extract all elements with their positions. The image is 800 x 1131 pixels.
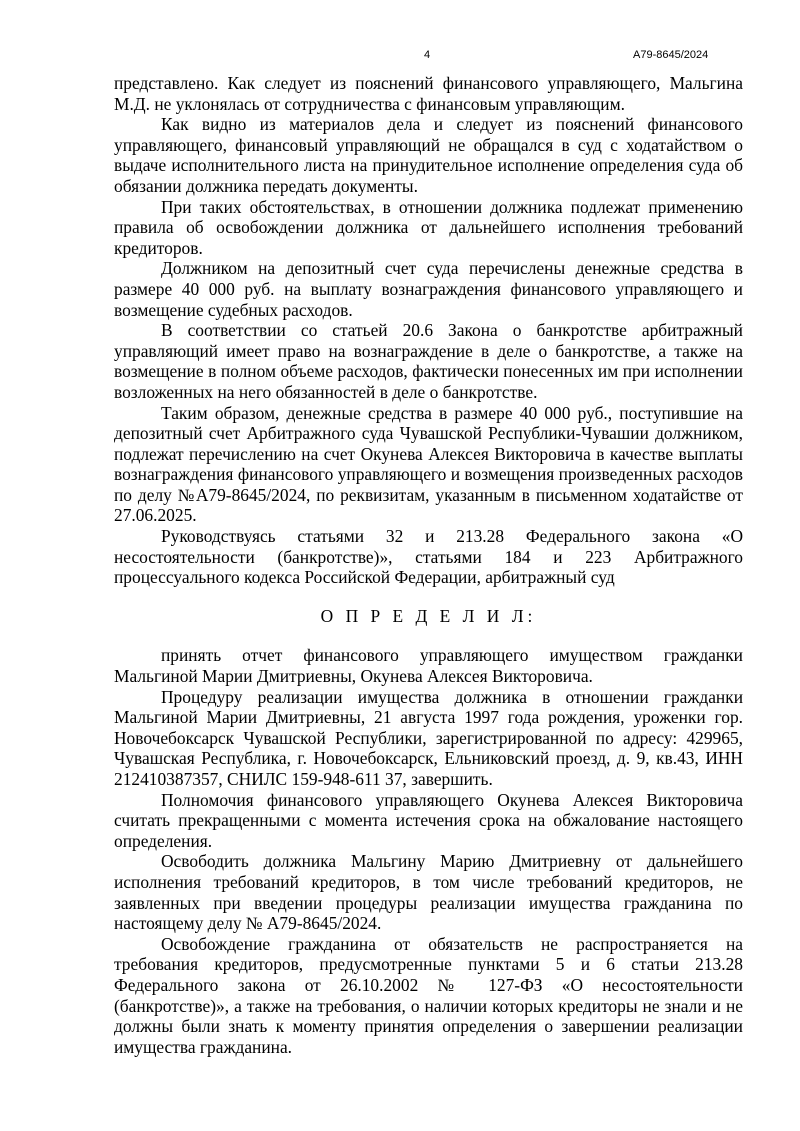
document-body [114, 73, 743, 1057]
paragraph: Руководствуясь статьями 32 и 213.28 Федерального закона «О несостоятельности (банкротстве)», статьями 184 и 223 Арбитражного процессуального кодекса Российской Федерации, арбитражный суд [114, 526, 743, 588]
paragraph-continuation: представлено. Как следует из пояснений финансового управляющего, Мальгина М.Д. не уклонялась от сотрудничества с финансовым управляющим. [114, 73, 743, 114]
page-number: 4 [424, 49, 431, 61]
paragraph: При таких обстоятельствах, в отношении должника подлежат применению правила об освобождении должника от дальнейшего исполнения требований кредиторов. [114, 196, 743, 258]
paragraph: Таким образом, денежные средства в размере 40 000 руб., поступившие на депозитный счет Арбитражного суда Чувашской Республики-Чувашии должником, подлежат перечислению на счет Окунева Алексея Викторовича в качестве выплаты вознаграждения финансового управляющего и возмещения произведенных расходов по делу №А79-8645/2024, по реквизитам, указанным в письменном ходатайстве от 27.06.2025. [114, 402, 743, 526]
ruling-paragraph: Освободить должника Мальгину Марию Дмитриевну от дальнейшего исполнения требований кредиторов, в том числе требований кредиторов, не заявленных при введении процедуры реализации имущества гражданина по настоящему делу № А79-8645/2024. [114, 851, 743, 934]
case-number: А79-8645/2024 [633, 49, 709, 61]
ruling-paragraph: Процедуру реализации имущества должника в отношении гражданки Мальгиной Марии Дмитриевны, 21 августа 1997 года рождения, уроженки гор. Новочебоксарск Чувашской Республики, зарегистрированной по адресу: 429965, Чувашская Республика, г. Новочебоксарск, Ельниковский проезд, д. 9, кв.43, ИНН 212410387357, СНИЛС 159-948-611 37, завершить. [114, 686, 743, 789]
paragraph: В соответствии со статьей 20.6 Закона о банкротстве арбитражный управляющий имеет право на вознаграждение в деле о банкротстве, а также на возмещение в полном объеме расходов, фактически понесенных им при исполнении возложенных на него обязанностей в деле о банкротстве. [114, 320, 743, 402]
ruling-heading: О П Р Е Д Е Л И Л: [320, 605, 537, 626]
ruling-paragraph: Освобождение гражданина от обязательств не распространяется на требования кредиторов, предусмотренные пунктами 5 и 6 статьи 213.28 Федерального закона от 26.10.2002 № 127-ФЗ «О несостоятельности (банкротстве)», а также на требования, о наличии которых кредиторы не знали и не должны были знать к моменту принятия определения о завершении реализации имущества гражданина. [114, 933, 743, 1057]
paragraph: Должником на депозитный счет суда перечислены денежные средства в размере 40 000 руб. на выплату вознаграждения финансового управляющего и возмещение судебных расходов. [114, 258, 743, 320]
paragraph: Как видно из материалов дела и следует из пояснений финансового управляющего, финансовый управляющий не обращался в суд с ходатайством о выдаче исполнительного листа на принудительное исполнение определения суда об обязании должника передать документы. [114, 114, 743, 196]
ruling-paragraph: Полномочия финансового управляющего Окунева Алексея Викторовича считать прекращенными с момента истечения срока на обжалование настоящего определения. [114, 789, 743, 851]
ruling-paragraph: принять отчет финансового управляющего имуществом гражданки Мальгиной Марии Дмитриевны, Окунева Алексея Викторовича. [114, 645, 743, 687]
